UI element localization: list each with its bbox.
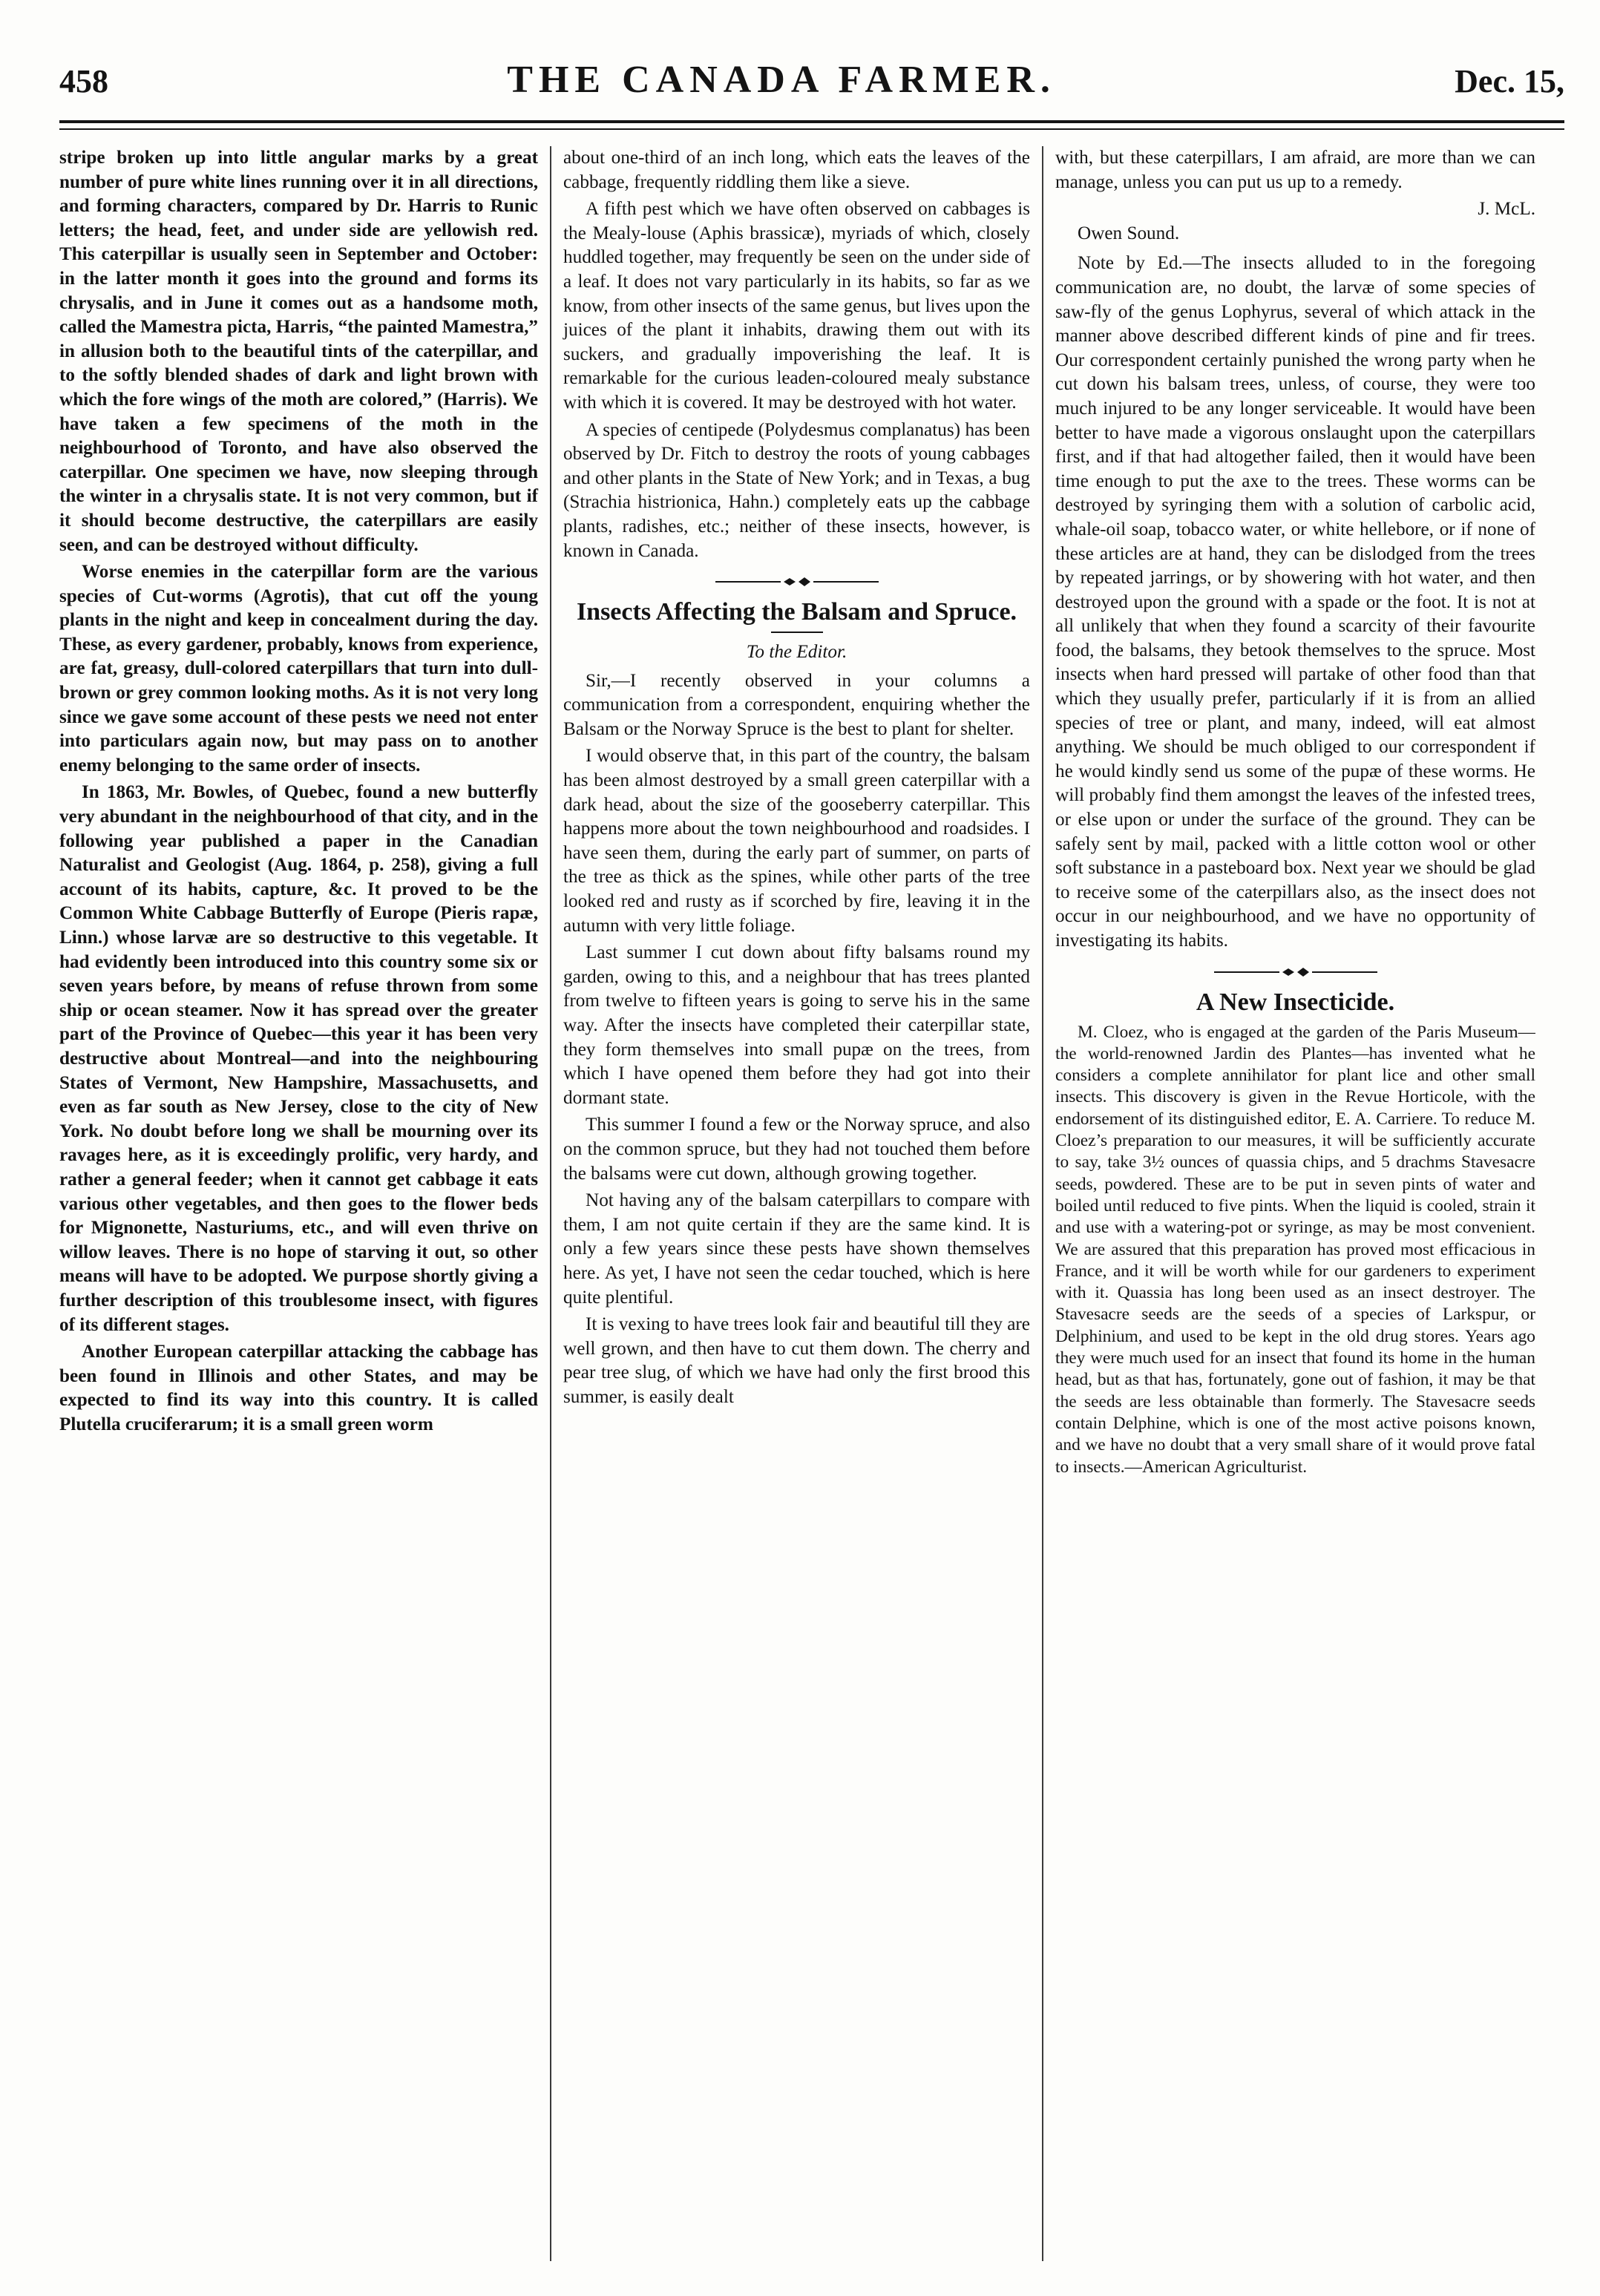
paragraph: Last summer I cut down about fifty balsams round my garden, owing to this, and a neighbour that has trees planted from twelve to fifteen years is going to serve his in the same way. After the insects have completed their caterpillar state, they form themselves into small pupæ on the trees, from which I have opened them before they had got into their dormant state. <box>563 942 1030 1108</box>
editor-note: Note by Ed.—The insects alluded to in the foregoing communication are, no doubt, the larvæ of some species of saw-fly of the genus Lophyrus, several of which attack in the manner above described different kinds of pine and fir trees. Our correspondent certainly punished the wrong party when he cut down his balsam trees, unless, of course, they were too much injured to be any longer serviceable. It would have been better to have made a vigorous onslaught upon the caterpillars first, and if that had altogether failed, then it would have been time enough to put the axe to the trees. These worms can be destroyed by syringing them with a solution of carbolic acid, whale-oil soap, tobacco water, or white hellebore, or if none of these articles are at hand, they can be dislodged from the trees by repeated jarrings, or by showering with hot water, and then destroyed upon the ground with a spade or the foot. It is not at all unlikely that when they found a scarcity of their favourite food, the balsams, they betook themselves to the spruce. Most insects when hard pressed will partake of other food than that which they usually prefer, particularly if it is from an allied species of tree or plant, and many, indeed, will eat almost anything. We should be much obliged to our correspondent if he would kindly send us some of the pupæ of these worms. He will probably find them amongst the leaves of the infested trees, or else upon or under the surface of the ground. They can be safely sent by mail, packed with a little cotton wool or other soft substance in a pasteboard box. Next year we should be glad to receive some of the caterpillars also, as the insect does not occur in our neighbourhood, and we have no opportunity of investigating its habits. <box>1055 253 1535 951</box>
paragraph: This summer I found a few or the Norway spruce, and also on the common spruce, but they had not touched them before the balsams were cut down, although growing together. <box>563 1115 1030 1184</box>
ornament-divider-icon <box>1214 967 1377 977</box>
page-number: 458 <box>59 63 108 99</box>
section-ornament <box>563 577 1030 587</box>
article-heading-insecticide: A New Insecticide. <box>1196 988 1395 1016</box>
heading-rule <box>771 632 823 633</box>
paragraph: with, but these caterpillars, I am afraid, are more than we can manage, unless you can put us up to a remedy. <box>1055 148 1535 192</box>
column-1 <box>59 146 551 2261</box>
ornament-divider-icon <box>715 577 879 587</box>
paragraph: In 1863, Mr. Bowles, of Quebec, found a new butterfly very abundant in the neighbourhood of that city, and in the following year published a paper in the Canadian Naturalist and Geologist (Aug. 1864, p. 258), giving a full account of its habits, capture, &c. It proved to be the Common White Cabbage Butterfly of Europe (Pieris rapæ, Linn.) whose larvæ are so destructive to this vegetable. It had evidently been introduced into this country some six or seven years before, by means of refuse thrown from some ship or ocean steamer. Now it has spread over the greater part of the Province of Quebec—this year it has been very destructive about Montreal—and into the neighbouring States of Vermont, New Hampshire, Massachusetts, and even as far south as New Jersey, close to the city of New York. No doubt before long we shall be mourning over its ravages here, as it is exceedingly prolific, very hardy, and rather a general feeder; when it cannot get cabbage it eats various other vegetables, and then goes to the flower beds for Mignonette, Nasturiums, etc., and will even thrive on willow leaves. There is no hope of starving it out, so other means will have to be adopted. We purpose shortly giving a further description of this troublesome insect, with figures of its different stages. <box>59 782 538 1335</box>
paragraph: A species of centipede (Polydesmus complanatus) has been observed by Dr. Fitch to destroy the roots of young cabbages and other plants in the State of New York; and in Texas, a bug (Strachia histrionica, Hahn.) completely eats up the cabbage plants, radishes, etc.; neither of these insects, however, is known in Canada. <box>563 419 1030 561</box>
paragraph: It is vexing to have trees look fair and beautiful till they are well grown, and then have to cut them down. The cherry and pear tree slug, of which we have had only the first brood this summer, is easily dealt <box>563 1314 1030 1407</box>
paragraph: Worse enemies in the caterpillar form are the various species of Cut-worms (Agrotis), that cut off the young plants in the night and keep in concealment during the day. These, as every gardener, probably, knows from experience, are fat, greasy, dull-colored caterpillars that turn into dull-brown or grey common looking moths. As it is not very long since we gave some account of these pests we need not enter into particulars again now, but may pass on to another enemy belonging to the same order of insects. <box>59 562 538 775</box>
masthead <box>59 58 1564 101</box>
letter-place: Owen Sound. <box>1078 223 1180 243</box>
paragraph: Another European caterpillar attacking the cabbage has been found in Illinois and other States, and may be expected to find its way into this country. It is called Plutella cruciferarum; it is a small green worm <box>59 1342 538 1434</box>
publication-title: THE CANADA FARMER. <box>507 59 1056 101</box>
masthead-rule-thin <box>59 128 1564 130</box>
paragraph: M. Cloez, who is engaged at the garden of the Paris Museum—the world-renowned Jardin des Plantes—has invented what he considers a complete annihilator for plant lice and other small insects. This discovery is given in the Revue Horticole, with the endorsement of its distinguished editor, E. A. Carriere. To reduce M. Cloez’s preparation to our measures, it will be sufficiently accurate to say, take 3½ ounces of quassia chips, and 5 drachms Stavesacre seeds, powdered. These are to be put in seven pints of water and boiled until reduced to five pints. When the liquid is cooled, strain it and use with a watering-pot or syringe, as may be most convenient. We are assured that this preparation has proved most efficacious in France, and it will be worth while for our gardeners to experiment with it. Quassia has long been used as an insect destroyer. The Stavesacre seeds are the seeds of a species of Larkspur, or Delphinium, and used to be kept in the old drug stores. Years ago they were much used for an insect that found its home in the human head, but as that has, fortunately, gone out of fashion, it may be that the seeds are less obtainable than formerly. The Stavesacre seeds contain Delphine, which is one of the most active poisons known, and we have no doubt that a very small share of it would prove fatal to insects.—American Agriculturist. <box>1055 1022 1535 1477</box>
section-ornament <box>1055 967 1535 977</box>
issue-date: Dec. 15, <box>1455 63 1564 99</box>
paragraph: I would observe that, in this part of the country, the balsam has been almost destroyed by a small green caterpillar with a dark head, about the size of the gooseberry caterpillar. This happens more about the town neighbourhood and roadsides. I have seen them, during the early part of summer, on parts of the tree as thick as the spines, while other parts of the tree looked red and rusty as if scorched by fire, leaving it in the autumn with very little foliage. <box>563 746 1030 936</box>
signature: J. McL. <box>1478 199 1535 220</box>
paragraph: Not having any of the balsam caterpillars to compare with them, I am not quite certain if they are the same kind. It is only a few years since these pests have shown themselves here. As yet, I have not seen the cedar touched, which is here quite plentiful. <box>563 1190 1030 1308</box>
paragraph: stripe broken up into little angular marks by a great number of pure white lines running over it in all directions, and forming characters, compared by Dr. Harris to Runic letters; the head, feet, and under side are yellowish red. This caterpillar is usually seen in September and October: in the latter month it goes into the ground and forms its chrysalis, and in June it comes out as a handsome moth, called the Mamestra picta, Harris, “the painted Mamestra,” in allusion both to the beautiful tints of the caterpillar, and to the softly blended shades of dark and light brown with which the fore wings of the moth are colored,” (Harris). We have taken a few specimens of the moth in the neighbourhood of Toronto, and have also observed the caterpillar. One specimen we have, now sleeping through the winter in a chrysalis state. It is not very common, but if it should become destructive, the caterpillars are easily seen, and can be destroyed without difficulty. <box>59 148 538 555</box>
salutation: To the Editor. <box>746 642 847 663</box>
masthead-rule <box>59 120 1564 123</box>
article-heading-balsam: Insects Affecting the Balsam and Spruce. <box>576 598 1017 626</box>
article-columns <box>59 146 1564 2261</box>
column-3 <box>1043 146 1535 2261</box>
paragraph: Sir,—I recently observed in your columns a communication from a correspondent, enquiring whether the Balsam or the Norway Spruce is the best to plant for shelter. <box>563 670 1030 739</box>
paragraph: A fifth pest which we have often observed on cabbages is the Mealy-louse (Aphis brassicæ), myriads of which, closely huddled together, may frequently be seen on the under side of a leaf. It does not vary particularly in its habits, so far as we know, from other insects of the same genus, but lives upon the juices of the plant it inhabits, drawing them out with its suckers, and gradually impoverishing the leaf. It is remarkable for the curious leaden-coloured mealy substance with which it is covered. It may be destroyed with hot water. <box>563 199 1030 413</box>
paragraph: about one-third of an inch long, which eats the leaves of the cabbage, frequently riddling them like a sieve. <box>563 148 1030 192</box>
column-2 <box>551 146 1043 2261</box>
